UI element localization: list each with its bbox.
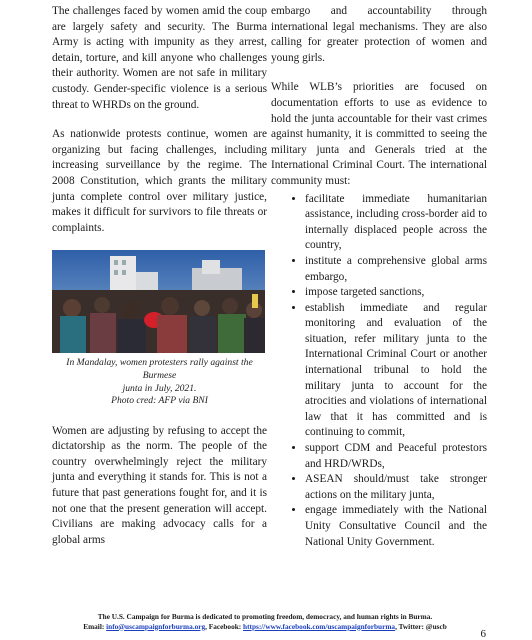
photo-caption: In Mandalay, women protesters rally against the Burmese junta in July, 2021. Photo cred: AFP via BNI [66, 357, 253, 407]
list-item: • establish immediate and regular monitoring and evaluation of the situation, refer military junta to the International Criminal Court or another international tribunal to hold the military junta to account for the atrocities and violations of international law that it has committed and is continuing to commit, [305, 301, 487, 441]
right-column [271, 4, 487, 550]
twitter-handle: @uscb [425, 621, 447, 631]
page-number: 6 [480, 628, 486, 640]
paragraph: As nationwide protests continue, women are organizing but facing challenges, including increasing surveillance by the regime. The 2008 Constitution, which grants the military junta complete control over military justice, makes it difficult for survivors to file threats or complaints. [52, 128, 267, 234]
paragraph: Women are adjusting by refusing to accept the dictatorship as the norm. The people of the country overwhelmingly reject the military junta and everything it stands for. This is not a future that past generations fought for, and it is not one that the present generation will accept. Civilians are making advocacy calls for a global arms [52, 424, 267, 546]
list-item: • ASEAN should/must take stronger actions on the military junta, [305, 472, 487, 503]
protest-photo [52, 250, 265, 353]
list-item: • institute a comprehensive global arms embargo, [305, 254, 487, 285]
footer-mission: The U.S. Campaign for Burma is dedicated to promoting freedom, democracy, and human rights in Burma. [97, 612, 433, 621]
list-item: • impose targeted sanctions, [305, 285, 487, 301]
paragraph: While WLB’s priorities are focused on documentation efforts to use as evidence to hold the junta accountable for their vast crimes against humanity, it is committed to seeing the military junta and Generals tried at the International Criminal Court. The international community must: [271, 81, 487, 187]
email-link[interactable]: info@uscampaignforburma.org [106, 621, 206, 631]
list-item: • support CDM and Peaceful protestors and HRD/WRDs, [305, 441, 487, 472]
facebook-link[interactable]: https://www.facebook.com/uscampaignforburma [243, 621, 396, 631]
footer-contacts: Email: info@uscampaignforburma.org, Facebook: https://www.facebook.com/uscampaignforburma, Twitter: @uscb [83, 621, 447, 631]
list-item: • facilitate immediate humanitarian assistance, including cross-border aid to internally displaced people across the country, [305, 192, 487, 254]
recommendations-list [271, 192, 487, 551]
page-footer [52, 612, 478, 631]
paragraph: embargo and accountability through international legal mechanisms. They are also calling for greater protection of women and young girls. [271, 5, 487, 64]
list-item: • engage immediately with the National Unity Consultative Council and the National Unity Government. [305, 503, 487, 550]
paragraph: The challenges faced by women amid the coup are largely safety and security. The Burma Army is acting with impunity as they arrest, detain, torture, and kill anyone who challenges their authority. Women are not safe in military custody. Gender-specific violence is a serious threat to WHRDs on the ground. [52, 5, 267, 111]
left-column [52, 4, 267, 562]
